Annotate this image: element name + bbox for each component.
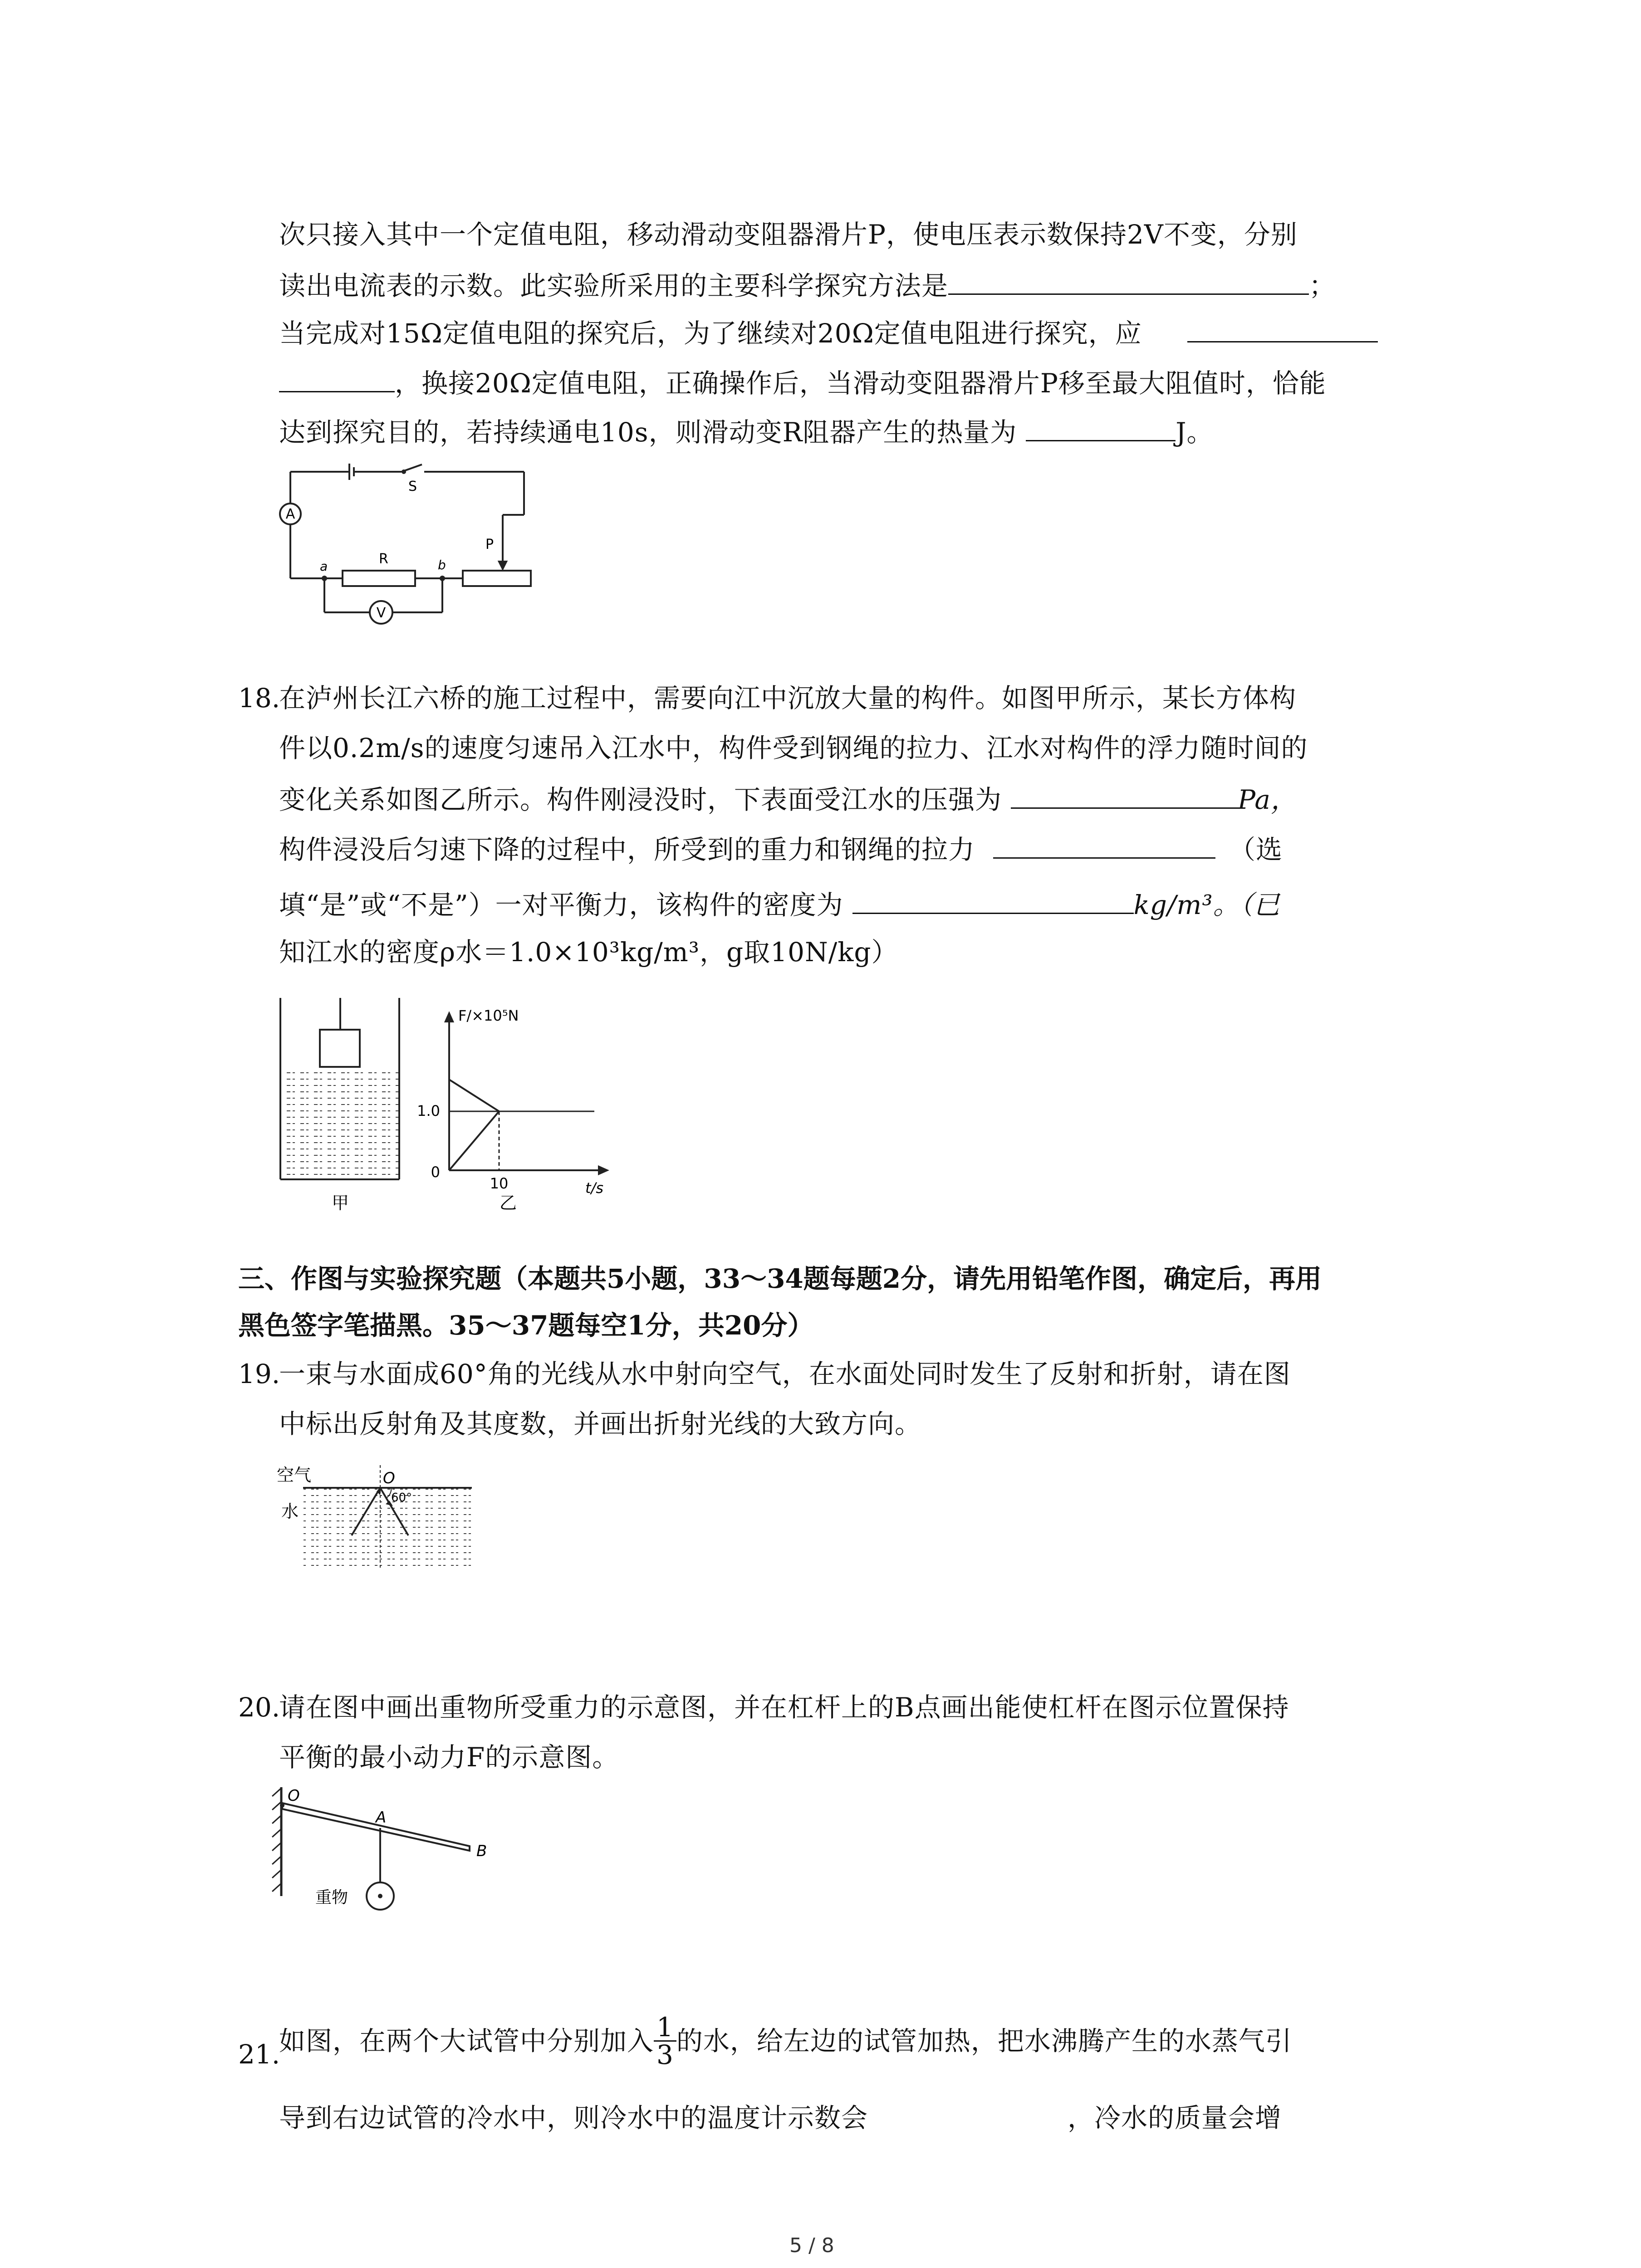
q18-number: 18. [238, 683, 280, 714]
lever-b-label: B [476, 1842, 487, 1860]
slider-label: P [485, 537, 494, 552]
q17-blank-method[interactable] [948, 270, 1309, 295]
page-number: 5 / 8 [789, 2234, 834, 2257]
q18-line6: 知江水的密度ρ水＝1.0×10³kg/m³，g取10N/kg） [279, 937, 898, 968]
q20-line2: 平衡的最小动力F的示意图。 [279, 1742, 619, 1773]
lever-a-label: A [376, 1809, 387, 1827]
q18-blank-balance[interactable] [993, 834, 1215, 859]
resistor-label: R [379, 551, 388, 567]
point-b-label: b [438, 557, 446, 572]
x-tick-label: 10 [490, 1175, 509, 1192]
q20-number: 20. [238, 1692, 280, 1723]
weight-label: 重物 [315, 1888, 348, 1907]
q17-line1: 次只接入其中一个定值电阻，移动滑动变阻器滑片P，使电压表示数保持2V不变，分别 [279, 219, 1298, 250]
lever-o-label: O [288, 1787, 300, 1805]
circuit-diagram [272, 458, 544, 631]
switch-label: S [408, 479, 417, 494]
q18-line1: 在泸州长江六桥的施工过程中，需要向江中沉放大量的构件。如图甲所示，某长方体构 [279, 683, 1297, 714]
fig-yi-graph [413, 1002, 626, 1225]
q21-line2: 导到右边试管的冷水中，则冷水中的温度计示数会 ，冷水的质量会增 [279, 2102, 1282, 2133]
point-a-label: a [320, 559, 328, 574]
q18-line4: 构件浸没后匀速下降的过程中，所受到的重力和钢绳的拉力 （选 [279, 834, 1283, 865]
q20-line1: 请在图中画出重物所受重力的示意图，并在杠杆上的B点画出能使杠杆在图示位置保持 [279, 1692, 1289, 1723]
q17-line5: 达到探究目的，若持续通电10s，则滑动变R阻器产生的热量为 J。 [279, 417, 1214, 448]
q19-line2: 中标出反射角及其度数，并画出折射光线的大致方向。 [279, 1408, 922, 1439]
x-axis-label: t/s [585, 1179, 603, 1197]
fig-jia-container [272, 993, 408, 1220]
refraction-diagram [272, 1461, 476, 1574]
q19-number: 19. [238, 1359, 280, 1389]
section3-heading-line2: 黑色签字笔描黑。35～37题每空1分，共20分） [238, 1310, 814, 1341]
air-label: 空气 [277, 1465, 312, 1485]
q18-line5: 填“是”或“不是”）一对平衡力，该构件的密度为 kg/m³。（已 [279, 890, 1280, 920]
water-label: 水 [281, 1501, 299, 1521]
section3-heading-line1: 三、作图与实验探究题（本题共5小题，33～34题每题2分，请先用铅笔作图，确定后，再用 [238, 1263, 1322, 1294]
origin-label: 0 [431, 1163, 440, 1181]
q18-blank-pressure[interactable] [1011, 784, 1238, 809]
angle-label: 60° [391, 1491, 412, 1505]
q17-blank-step-a[interactable] [1187, 318, 1378, 342]
fig-jia-label: 甲 [331, 1193, 349, 1213]
q17-line2: 读出电流表的示数。此实验所采用的主要科学探究方法是 ； [279, 270, 1336, 301]
fraction-one-third: $\frac{1}{3}$ [654, 2014, 676, 2068]
q17-line3: 当完成对15Ω定值电阻的探究后，为了继续对20Ω定值电阻进行探究，应 [279, 318, 1378, 347]
q18-line2: 件以0.2m/s的速度匀速吊入江水中，构件受到钢绳的拉力、江水对构件的浮力随时间的 [279, 733, 1308, 763]
q17-blank-heat[interactable] [1026, 416, 1176, 441]
q21-number: 21. [238, 2039, 280, 2070]
q18-line3: 变化关系如图乙所示。构件刚浸没时，下表面受江水的压强为 Pa， [279, 784, 1298, 815]
q17-blank-step-b[interactable] [279, 367, 395, 392]
q19-line1: 一束与水面成60°角的光线从水中射向空气，在水面处同时发生了反射和折射，请在图 [279, 1359, 1291, 1389]
q21-line1: 如图，在两个大试管中分别加入 $\frac{1}{3}$ 的水，给左边的试管加热，把水沸腾产生的水蒸气引 [279, 2012, 1292, 2070]
q18-blank-density[interactable] [852, 889, 1134, 914]
y-tick-label: 1.0 [417, 1102, 440, 1119]
point-o-label: O [383, 1469, 395, 1487]
q17-line4: ，换接20Ω定值电阻，正确操作后，当滑动变阻器滑片P移至最大阻值时，恰能 [279, 367, 1326, 396]
lever-diagram [268, 1783, 513, 1919]
voltmeter-label: V [376, 605, 386, 621]
ammeter-label: A [285, 506, 295, 522]
fig-yi-label: 乙 [499, 1193, 517, 1213]
y-axis-label: F/×10⁵N [458, 1007, 519, 1024]
